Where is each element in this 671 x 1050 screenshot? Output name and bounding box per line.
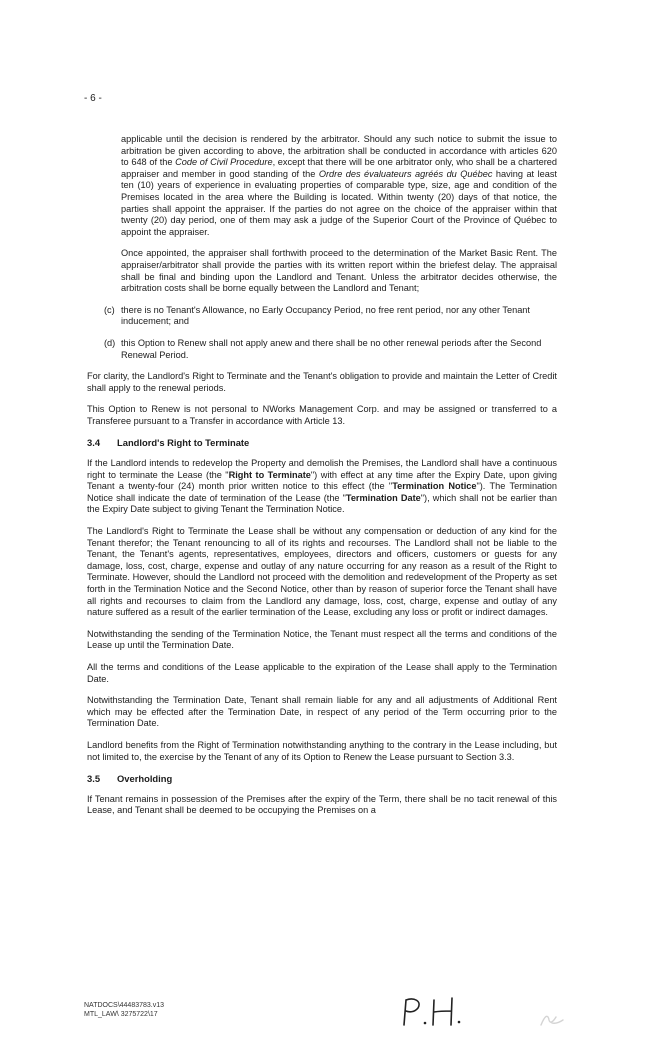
page-number: - 6 - [84, 93, 102, 104]
paragraph-expiration: All the terms and conditions of the Lease applicable to the expiration of the Lease shall apply to the Termination Date. [87, 661, 557, 684]
continued-clause [87, 134, 557, 295]
text-run: "), which shall not be earlier than the Expiry Date subject to giving Tenant the Termination Notice. [87, 492, 557, 515]
paragraph-option-renew: This Option to Renew is not personal to NWorks Management Corp. and may be assigned or transferred to a Transferee pursuant to a Transfer in accordance with Article 13. [87, 404, 557, 426]
section-heading-3-5 [87, 773, 557, 785]
paragraph-appraiser: Once appointed, the appraiser shall forthwith proceed to the determination of the Market Basic Rent. The appraiser/arbitrator shall provide the parties with its written report within the briefest delay. The appraisal shall be final and binding upon the Landlord and Tenant. Unless the arbitrator decides otherwise, the arbitration costs shall be borne equally between the Landlord and Tenant; [121, 248, 557, 294]
footer-line: MTL_LAW\ 3275722\17 [84, 1011, 158, 1018]
document-body [87, 134, 557, 827]
list-item-c [87, 305, 557, 328]
paragraph-landlord-benefits: Landlord benefits from the Right of Termination notwithstanding anything to the contrary in the Lease including, but not limited to, the exercise by the Tenant of any of its Option to Renew the Lease pursuant to Section 3.3. [87, 739, 557, 762]
list-label-d: (d) [104, 337, 116, 348]
section-title: Overholding [117, 773, 173, 785]
list-text-d: this Option to Renew shall not apply anew and there shall be no other renewal periods after the Second Renewal Period. [121, 337, 542, 360]
section-heading-3-4 [87, 437, 557, 449]
list-text-c: there is no Tenant's Allowance, no Early Occupancy Period, no free rent period, nor any other Tenant inducement; and [121, 304, 530, 327]
section-number: 3.4 [87, 437, 101, 449]
footer-doc-ids [84, 1001, 164, 1019]
initials-signature-icon [398, 992, 470, 1030]
paragraph-respect-terms: Notwithstanding the sending of the Termination Notice, the Tenant must respect all the terms and conditions of the Lease up until the Termination Date. [87, 628, 557, 651]
faint-scribble [538, 1010, 566, 1034]
footer-line: NATDOCS\44483783.v13 [84, 1002, 165, 1009]
defined-term: Right to Terminate [228, 469, 311, 480]
list-label-c: (c) [104, 304, 115, 315]
defined-term: Termination Date [345, 492, 421, 503]
handwritten-initials [398, 992, 470, 1034]
paragraph-arbitration [121, 134, 557, 238]
paragraph-compensation: The Landlord's Right to Terminate the Lease shall be without any compensation or deduction of any kind for the Tenant therefor; the Tenant renouncing to all of its rights and recourses. The Landlord shall not be liable to the Tenant, the Tenant's agents, representatives, employees, directors and officers, customers or guests for any damage, loss, cost, charge, expense and outlay of any nature occurring for any reason as a result of the Right to Terminate. However, should the Landlord not proceed with the demolition and redevelopment of the Property as set forth in the Termination Notice and the Second Notice, other than by reason of superior force the Tenant shall have all rights and recourses to claim from the Landlord any damage, loss, cost, charge, expense and outlay of any nature suffered as a result of the earlier termination of the Lease, excluding any loss or profit or indirect damages. [87, 526, 557, 618]
paragraph-clarity: For clarity, the Landlord's Right to Terminate and the Tenant's obligation to provide and maintain the Letter of Credit shall apply to the renewal periods. [87, 371, 557, 393]
paragraph-arbitration-text: applicable until the decision is rendered by the arbitrator. Should any such notice to submit the issue to arbitration be given according to above, the arbitration shall be conducted in accordance with articles 620 to 648 of the Code of Civil Procedure, except that there will be one arbitrator only, who shall be a chartered appraiser and member in good standing of the Ordre des évaluateurs agréés du Québec having at least ten (10) years of experience in evaluating properties of comparable type, size, age and condition of the Premises located in the area where the Building is located. Within twenty (20) days of that notice, the parties shall appoint the appraiser. If the parties do not agree on the choice of the appraiser within that twenty (20) day period, one of them may ask a judge of the Superior Court of the Province of Québec to appoint the appraiser. [121, 134, 558, 237]
section-title: Landlord's Right to Terminate [117, 437, 250, 449]
text-run: ") with effect at any time after the Expiry Date, upon giving Tenant a twenty-four (24) month prior written notice to this effect (the " [87, 469, 557, 492]
list-item-d [87, 338, 557, 361]
paragraph-right-to-terminate [87, 458, 557, 516]
text-run: "). The Termination Notice shall indicate the date of termination of the Lease (the " [87, 481, 557, 503]
scribble-mark-icon [538, 1010, 566, 1030]
paragraph-overholding: If Tenant remains in possession of the Premises after the expiry of the Term, there shall be no tacit renewal of this Lease, and Tenant shall be deemed to be occupying the Premises on a [87, 793, 557, 816]
defined-term: Termination Notice [392, 481, 477, 492]
section-number: 3.5 [87, 773, 101, 785]
text-run: If the Landlord intends to redevelop the Property and demolish the Premises, the Landlord shall have a continuous right to terminate the Lease (the " [87, 458, 557, 480]
paragraph-additional-rent: Notwithstanding the Termination Date, Tenant shall remain liable for any and all adjustments of Additional Rent which may be effected after the Termination Date, in respect of any period of the Term occurring prior to the Termination Date. [87, 695, 557, 729]
